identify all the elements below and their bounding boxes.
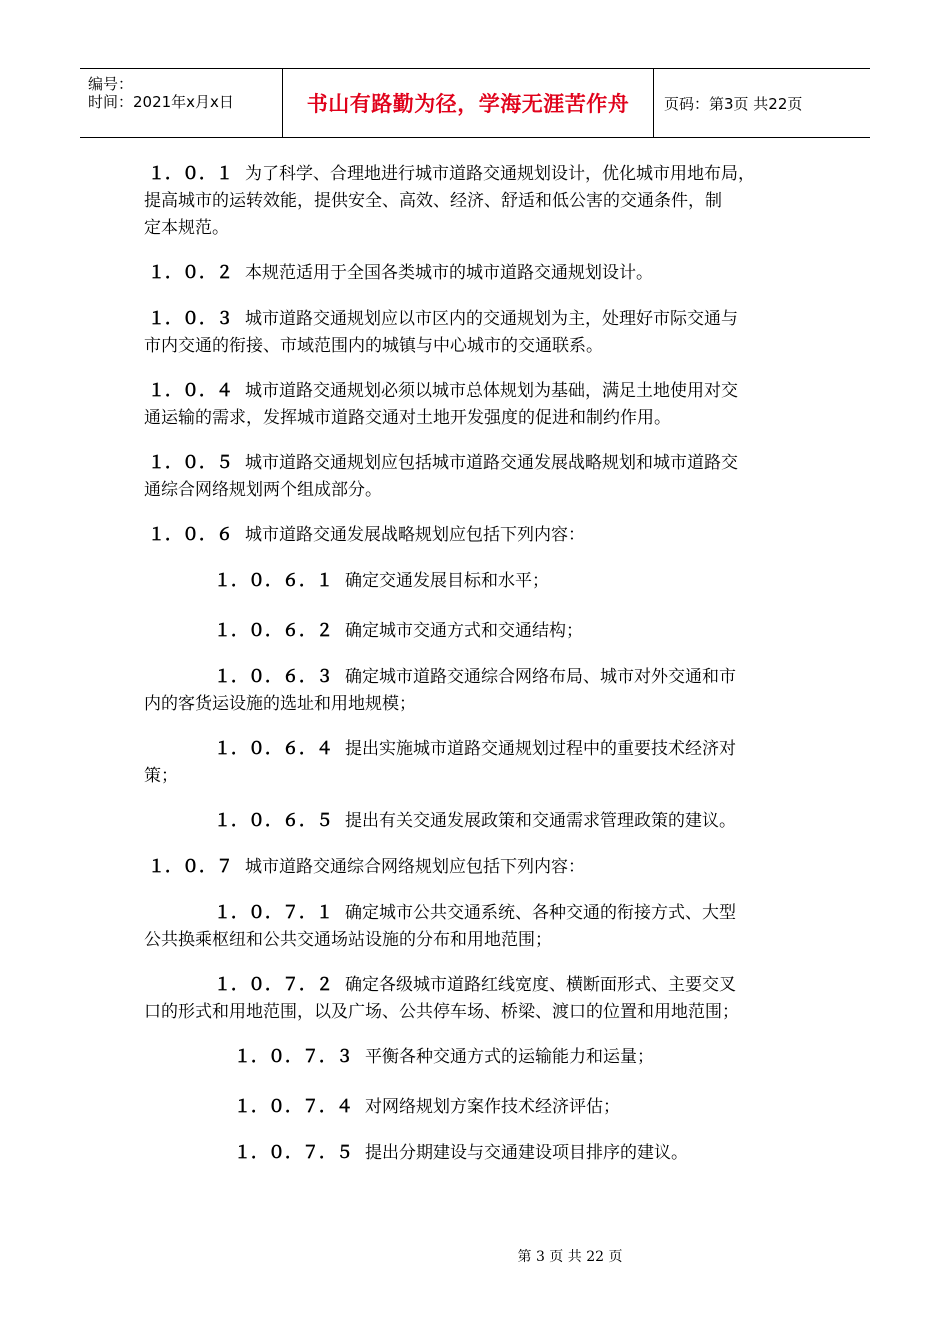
footer-page-number: 第 3 页 共 22 页 [517, 1249, 623, 1265]
clause-text-line: 内的客货运设施的选址和用地规模； [144, 694, 416, 714]
clause-number: １．０．２ [148, 263, 233, 283]
clause-1 [0, 161, 755, 242]
clause-3 [0, 306, 738, 360]
header-meta [80, 69, 282, 137]
clause-text-line: 确定各级城市道路红线宽度、横断面形式、主要交叉 [345, 975, 736, 995]
clause-text-line: 确定城市交通方式和交通结构； [345, 621, 583, 641]
clause-2 [0, 260, 653, 287]
clause-number: １．０．６．３ [214, 667, 333, 687]
clause-5 [0, 450, 738, 504]
clause-number: １．０．４ [148, 381, 233, 401]
clause-7 [0, 568, 549, 595]
clause-text-line: 确定交通发展目标和水平； [345, 571, 549, 591]
clause-number: １．０．５ [148, 453, 233, 473]
clause-text-line: 确定城市公共交通系统、各种交通的衔接方式、大型 [345, 903, 736, 923]
clause-text-line: 策； [144, 766, 178, 786]
clause-9 [0, 664, 736, 718]
clause-text-line: 通综合网络规划两个组成部分。 [144, 480, 382, 500]
clause-text-line: 通运输的需求，发挥城市道路交通对土地开发强度的促进和制约作用。 [144, 408, 671, 428]
clause-13 [0, 900, 736, 954]
clause-text-line: 城市道路交通规划应以市区内的交通规划为主，处理好市际交通与 [245, 309, 738, 329]
clause-text-line: 定本规范。 [144, 218, 229, 238]
clause-number: １．０．７．１ [214, 903, 333, 923]
clause-4 [0, 378, 738, 432]
clause-11 [0, 808, 736, 835]
clause-number: １．０．６ [148, 525, 233, 545]
document-time: 时间：2021年x月x日 [88, 93, 234, 111]
clause-text-line: 为了科学、合理地进行城市道路交通规划设计，优化城市用地布局， [245, 164, 755, 184]
clause-text-line: 对网络规划方案作技术经济评估； [365, 1097, 620, 1117]
clause-text-line: 城市道路交通发展战略规划应包括下列内容： [245, 525, 585, 545]
clause-8 [0, 618, 583, 645]
document-number-label: 编号： [88, 75, 134, 93]
clause-14 [0, 972, 739, 1026]
clause-number: １．０．３ [148, 309, 233, 329]
clause-number: １．０．６．５ [214, 811, 333, 831]
clause-text-line: 市内交通的衔接、市域范围内的城镇与中心城市的交通联系。 [144, 336, 603, 356]
clause-number: １．０．６．４ [214, 739, 333, 759]
clause-16 [0, 1094, 620, 1121]
header-motto: 书山有路勤为径，学海无涯苦作舟 [306, 92, 630, 116]
clause-text-line: 口的形式和用地范围，以及广场、公共停车场、桥梁、渡口的位置和用地范围； [144, 1002, 739, 1022]
clause-text-line: 本规范适用于全国各类城市的城市道路交通规划设计。 [245, 263, 653, 283]
clause-number: １．０．６．１ [214, 571, 333, 591]
clause-text-line: 城市道路交通综合网络规划应包括下列内容： [245, 857, 585, 877]
header-page-info: 页码：第3页 共22页 [664, 94, 803, 113]
clause-number: １．０．７．３ [234, 1047, 353, 1067]
clause-number: １．０．７．２ [214, 975, 333, 995]
clause-text-line: 提出有关交通发展政策和交通需求管理政策的建议。 [345, 811, 736, 831]
clause-6 [0, 522, 585, 549]
clause-text-line: 城市道路交通规划必须以城市总体规划为基础，满足土地使用对交 [245, 381, 738, 401]
clause-number: １．０．１ [148, 164, 233, 184]
clause-text-line: 提高城市的运转效能，提供安全、高效、经济、舒适和低公害的交通条件，制 [144, 191, 722, 211]
clause-text-line: 提出实施城市道路交通规划过程中的重要技术经济对 [345, 739, 736, 759]
clause-text-line: 确定城市道路交通综合网络布局、城市对外交通和市 [345, 667, 736, 687]
clause-number: １．０．７ [148, 857, 233, 877]
clause-12 [0, 854, 585, 881]
clause-number: １．０．６．２ [214, 621, 333, 641]
page-footer [0, 1246, 950, 1266]
page-header [80, 68, 870, 138]
clause-text-line: 提出分期建设与交通建设项目排序的建议。 [365, 1143, 688, 1163]
clause-text-line: 平衡各种交通方式的运输能力和运量； [365, 1047, 654, 1067]
clause-text-line: 公共换乘枢纽和公共交通场站设施的分布和用地范围； [144, 930, 552, 950]
clause-17 [0, 1140, 688, 1167]
header-motto-cell [282, 69, 654, 137]
clause-10 [0, 736, 736, 790]
clause-number: １．０．７．５ [234, 1143, 353, 1163]
clause-number: １．０．７．４ [234, 1097, 353, 1117]
clause-text-line: 城市道路交通规划应包括城市道路交通发展战略规划和城市道路交 [245, 453, 738, 473]
clause-15 [0, 1044, 654, 1071]
